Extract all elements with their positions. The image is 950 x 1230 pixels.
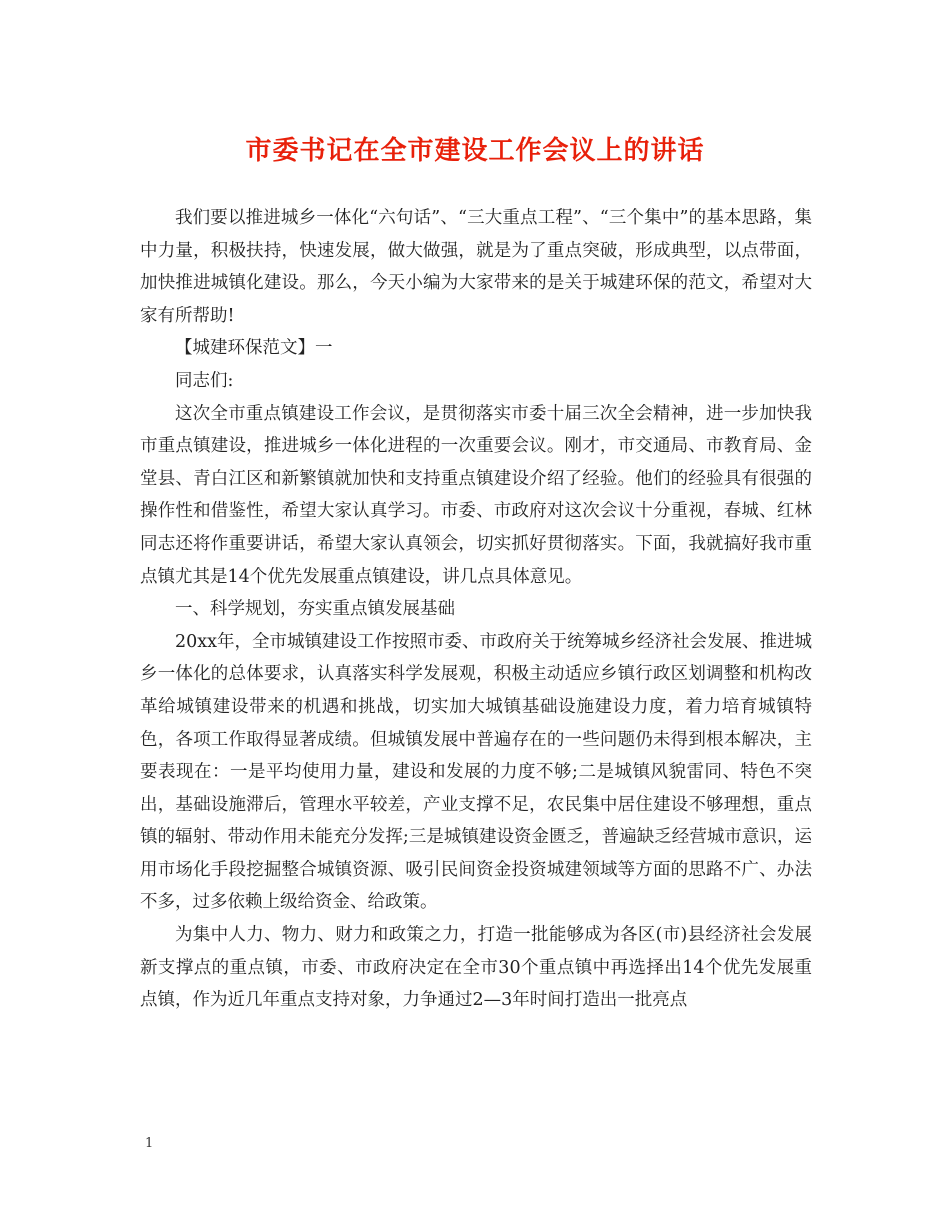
paragraph-review: 20xx年，全市城镇建设工作按照市委、市政府关于统筹城乡经济社会发展、推进城乡一体化的总体要求，认真落实科学发展观，积极主动适应乡镇行政区划调整和机构改革给城镇建设带来的机遇和挑战，切实加大城镇基础设施建设力度，着力培育城镇特色，各项工作取得显著成绩。但城镇发展中普遍存在的一些问题仍未得到根本解决，主要表现在：一是平均使用力量，建设和发展的力度不够;二是城镇风貌雷同、特色不突出，基础设施滞后，管理水平较差，产业支撑不足，农民集中居住建设不够理想，重点镇的辐射、带动作用未能充分发挥;三是城镇建设资金匮乏，普遍缺乏经营城市意识，运用市场化手段挖掘整合城镇资源、吸引民间资金投资城建领域等方面的思路不广、办法不多，过多依赖上级给资金、给政策。 <box>140 631 813 913</box>
paragraph-salutation: 同志们: <box>175 370 234 391</box>
paragraph-section-heading: 【城建环保范文】一 <box>175 338 333 359</box>
document-body <box>140 202 812 1017</box>
paragraph-intro: 我们要以推进城乡一体化“六句话”、“三大重点工程”、“三个集中”的基本思路，集中力量，积极扶持，快速发展，做大做强，就是为了重点突破，形成典型，以点带面，加快推进城镇化建设。那么，今天小编为大家带来的是关于城建环保的范文，希望对大家有所帮助! <box>140 208 812 326</box>
paragraph-decision: 为集中人力、物力、财力和政策之力，打造一批能够成为各区(市)县经济社会发展新支撑点的重点镇，市委、市政府决定在全市30个重点镇中再选择出14个优先发展重点镇，作为近几年重点支持对象，力争通过2—3年时间打造出一批亮点 <box>140 925 812 1011</box>
paragraph-opening: 这次全市重点镇建设工作会议，是贯彻落实市委十届三次全会精神，进一步加快我市重点镇建设，推进城乡一体化进程的一次重要会议。刚才，市交通局、市教育局、金堂县、青白江区和新繁镇就加快和支持重点镇建设介绍了经验。他们的经验具有很强的操作性和借鉴性，希望大家认真学习。市委、市政府对这次会议十分重视，春城、红林同志还将作重要讲话，希望大家认真领会，切实抓好贯彻落实。下面，我就搞好我市重点镇尤其是14个优先发展重点镇建设，讲几点具体意见。 <box>140 403 812 587</box>
paragraph-heading-one: 一、科学规划，夯实重点镇发展基础 <box>175 599 455 620</box>
page-title: 市委书记在全市建设工作会议上的讲话 <box>245 136 705 166</box>
page-number: 1 <box>145 1136 154 1151</box>
